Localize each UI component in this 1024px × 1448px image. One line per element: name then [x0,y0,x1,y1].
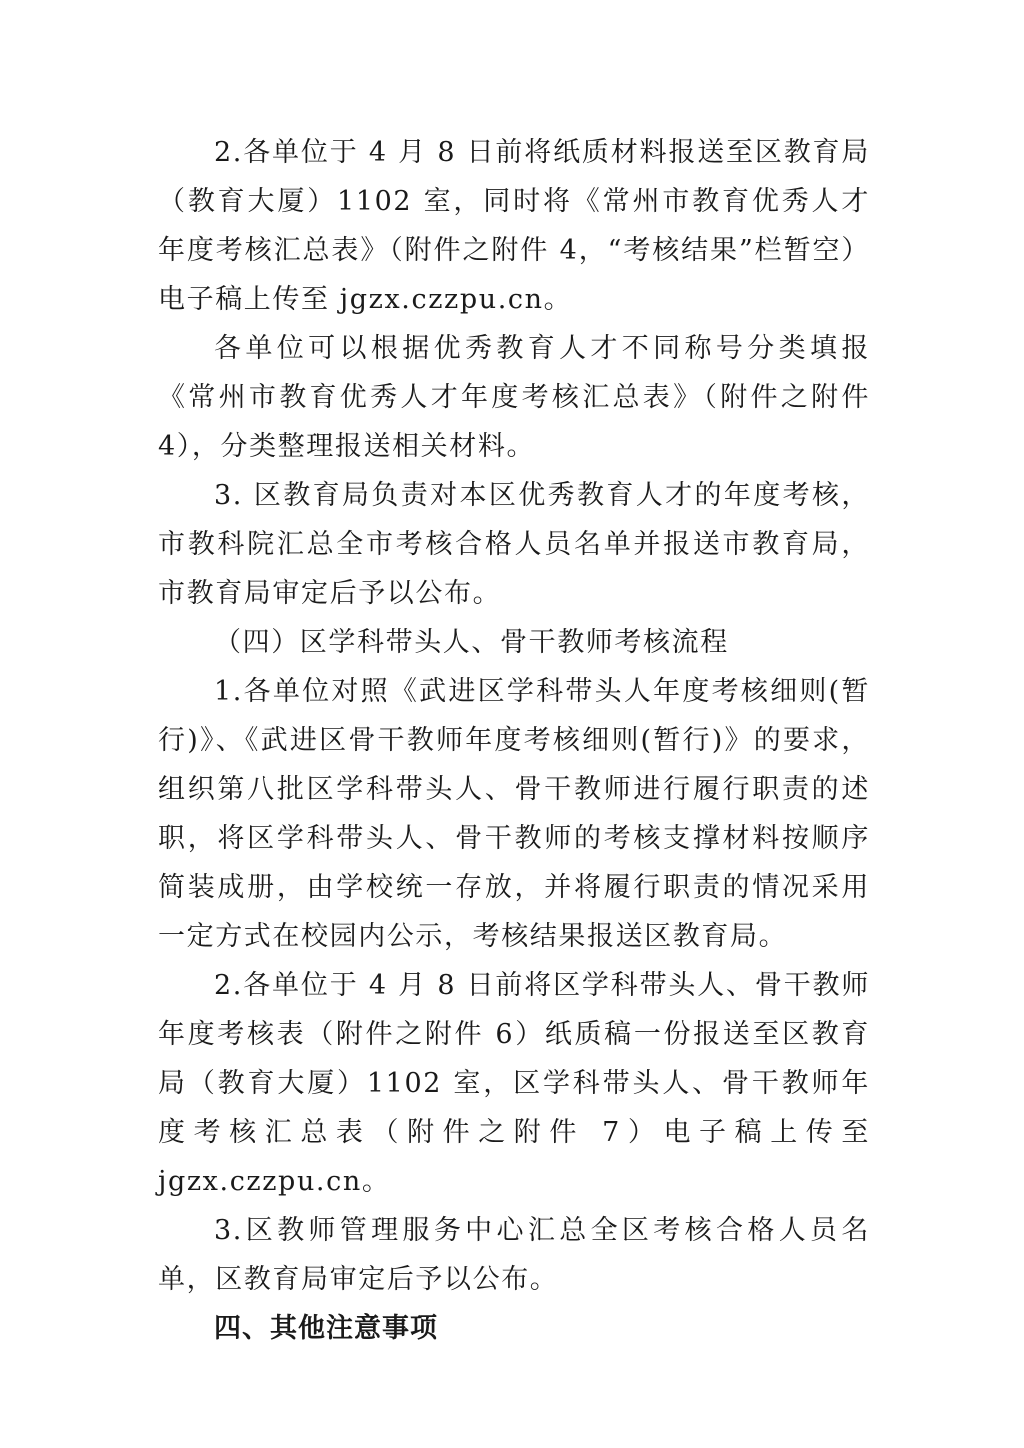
section-heading: 四、其他注意事项 [214,1313,438,1344]
subsection-heading: （四）区学科带头人、骨干教师考核流程 [214,627,729,658]
paragraph-category-filing: 各单位可以根据优秀教育人才不同称号分类填报《常州市教育优秀人才年度考核汇总表》（附件之附件 4），分类整理报送相关材料。 [158,333,870,462]
paragraph-form-submission: 2.各单位于 4 月 8 日前将区学科带头人、骨干教师年度考核表（附件之附件 6）纸质稿一份报送至区教育局（教育大厦）1102 室，区学科带头人、骨干教师年度考核汇总表（附件之附件 7）电子稿上传至 jgzx.czzpu.cn。 [158,970,870,1197]
paragraph-unit-review: 1.各单位对照《武进区学科带头人年度考核细则(暂行)》、《武进区骨干教师年度考核细则(暂行)》的要求，组织第八批区学科带头人、骨干教师进行履行职责的述职，将区学科带头人、骨干教师的考核支撑材料按顺序简装成册，由学校统一存放，并将履行职责的情况采用一定方式在校园内公示，考核结果报送区教育局。 [158,676,870,952]
paragraph-submission-deadline: 2.各单位于 4 月 8 日前将纸质材料报送至区教育局（教育大厦）1102 室，同时将《常州市教育优秀人才年度考核汇总表》（附件之附件 4，“考核结果”栏暂空）电子稿上传至 jgzx.czzpu.cn。 [158,137,870,315]
document-body [158,128,870,1353]
paragraph-district-assessment: 3. 区教育局负责对本区优秀教育人才的年度考核，市教科院汇总全市考核合格人员名单并报送市教育局，市教育局审定后予以公布。 [158,480,870,609]
paragraph-publication: 3.区教师管理服务中心汇总全区考核合格人员名单，区教育局审定后予以公布。 [158,1215,870,1295]
